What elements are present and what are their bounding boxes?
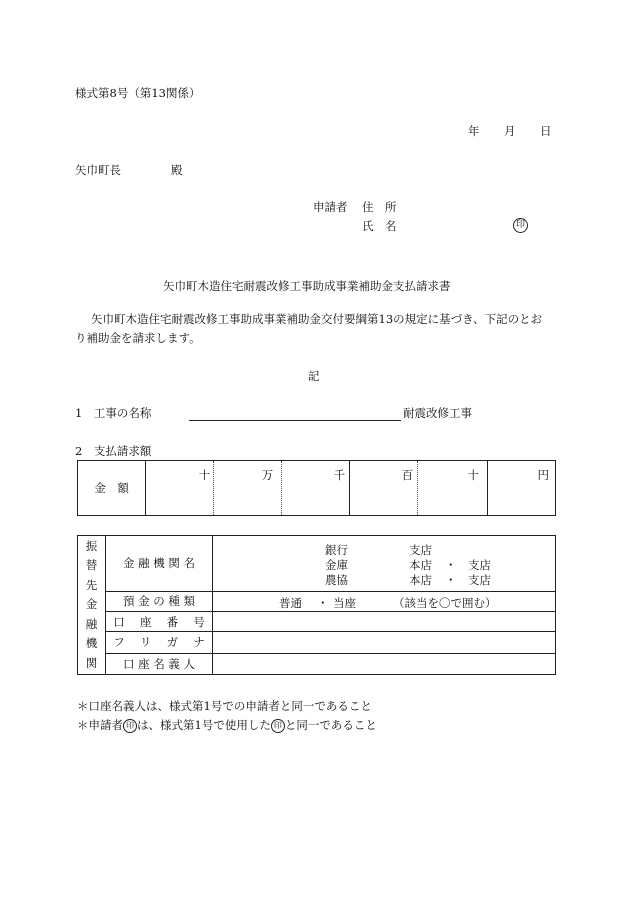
unit-label: 十 bbox=[467, 468, 480, 482]
bank-side-label bbox=[78, 536, 106, 675]
honorific: 殿 bbox=[171, 163, 183, 177]
account-number-field[interactable] bbox=[213, 612, 556, 632]
bank-type-kinko: 金庫 bbox=[325, 558, 348, 572]
body-line-2: り補助金を請求します。 bbox=[75, 331, 201, 345]
amount-table bbox=[77, 460, 556, 516]
note-2-part-b: は、様式第1号で使用した bbox=[137, 718, 271, 732]
form-number: 様式第8号（第13関係） bbox=[75, 86, 201, 100]
note-2-part-a: ＊申請者 bbox=[77, 718, 123, 732]
unit-label: 円 bbox=[537, 468, 549, 482]
side-char: 先 bbox=[85, 577, 98, 592]
seal-mark-icon: 印 bbox=[123, 719, 137, 733]
amount-digit-1[interactable] bbox=[146, 461, 214, 516]
deposit-type-label-cell bbox=[106, 591, 213, 611]
unit-label: 十 bbox=[198, 468, 211, 482]
date-day-label: 日 bbox=[540, 124, 552, 138]
note-1: ＊口座名義人は、様式第1号での申請者と同一であること bbox=[77, 699, 372, 713]
seal-mark-icon: 印 bbox=[271, 719, 285, 733]
name-label: 氏 名 bbox=[362, 219, 397, 233]
document-title: 矢巾町木造住宅耐震改修工事助成事業補助金支払請求書 bbox=[163, 279, 451, 293]
unit-label: 千 bbox=[333, 468, 346, 482]
head-office-label: 本店 bbox=[409, 573, 432, 587]
addressee: 矢巾町長 bbox=[75, 163, 121, 177]
deposit-type-value-cell[interactable] bbox=[213, 591, 556, 611]
item2-label: 2 支払請求額 bbox=[75, 444, 152, 458]
head-office-label: 本店 bbox=[409, 558, 432, 572]
separator-dot: ・ bbox=[445, 558, 457, 572]
work-name-suffix: 耐震改修工事 bbox=[403, 406, 472, 420]
institution-label: 金 融 機 関 名 bbox=[122, 556, 196, 571]
side-char: 振 bbox=[85, 538, 98, 553]
address-label: 住 所 bbox=[362, 200, 397, 214]
side-char: 金 bbox=[85, 597, 98, 612]
work-name-field[interactable] bbox=[183, 405, 472, 421]
side-char: 機 bbox=[85, 636, 98, 651]
applicant-seal bbox=[513, 217, 528, 233]
branch-label: 支店 bbox=[409, 543, 432, 557]
date-year-label: 年 bbox=[468, 124, 480, 138]
bank-table bbox=[77, 535, 556, 675]
item1-label: 1 工事の名称 bbox=[75, 406, 152, 420]
note-2-part-c: と同一であること bbox=[284, 718, 377, 732]
side-char: 融 bbox=[85, 616, 98, 631]
seal-mark-icon: 印 bbox=[513, 218, 528, 233]
amount-digit-4[interactable] bbox=[350, 461, 418, 516]
account-number-label: 口 座 番 号 bbox=[113, 614, 205, 629]
furigana-label-cell bbox=[106, 632, 213, 653]
separator-dot: ・ bbox=[317, 595, 329, 610]
applicant-label: 申請者 bbox=[313, 200, 348, 214]
date-month-label: 月 bbox=[504, 124, 516, 138]
deposit-note: （該当を〇で囲む） bbox=[393, 595, 497, 610]
unit-label: 万 bbox=[261, 468, 274, 482]
side-char: 関 bbox=[85, 655, 98, 670]
note-2 bbox=[77, 717, 377, 733]
furigana-field[interactable] bbox=[213, 632, 556, 653]
institution-value-cell[interactable] bbox=[213, 536, 556, 592]
body-line-1: 矢巾町木造住宅耐震改修工事助成事業補助金交付要綱第13の規定に基づき、下記のとお bbox=[91, 312, 543, 326]
amount-digit-2[interactable] bbox=[214, 461, 282, 516]
account-holder-label: 口 座 名 義 人 bbox=[122, 656, 196, 671]
side-char: 替 bbox=[85, 558, 98, 573]
deposit-toza-option[interactable]: 当座 bbox=[333, 595, 356, 610]
work-name-blank[interactable] bbox=[189, 408, 401, 421]
branch-label: 支店 bbox=[468, 558, 491, 572]
account-holder-field[interactable] bbox=[213, 653, 556, 674]
amount-digit-6[interactable] bbox=[488, 461, 556, 516]
separator-dot: ・ bbox=[445, 573, 457, 587]
branch-label: 支店 bbox=[468, 573, 491, 587]
amount-digit-3[interactable] bbox=[282, 461, 350, 516]
amount-digit-5[interactable] bbox=[418, 461, 488, 516]
account-holder-label-cell bbox=[106, 653, 213, 674]
deposit-futsu-option[interactable]: 普通 bbox=[279, 595, 302, 610]
bank-type-nokyo: 農協 bbox=[325, 573, 348, 587]
account-number-label-cell bbox=[106, 612, 213, 632]
amount-label: 金 額 bbox=[94, 481, 129, 495]
unit-label: 百 bbox=[401, 468, 414, 482]
furigana-label: フ リ ガ ナ bbox=[113, 635, 205, 650]
deposit-type-label: 預 金 の 種 類 bbox=[122, 594, 196, 609]
bank-type-ginko: 銀行 bbox=[325, 543, 348, 557]
amount-label-cell bbox=[78, 461, 146, 516]
ki-heading: 記 bbox=[308, 369, 320, 383]
institution-label-cell bbox=[106, 536, 213, 592]
